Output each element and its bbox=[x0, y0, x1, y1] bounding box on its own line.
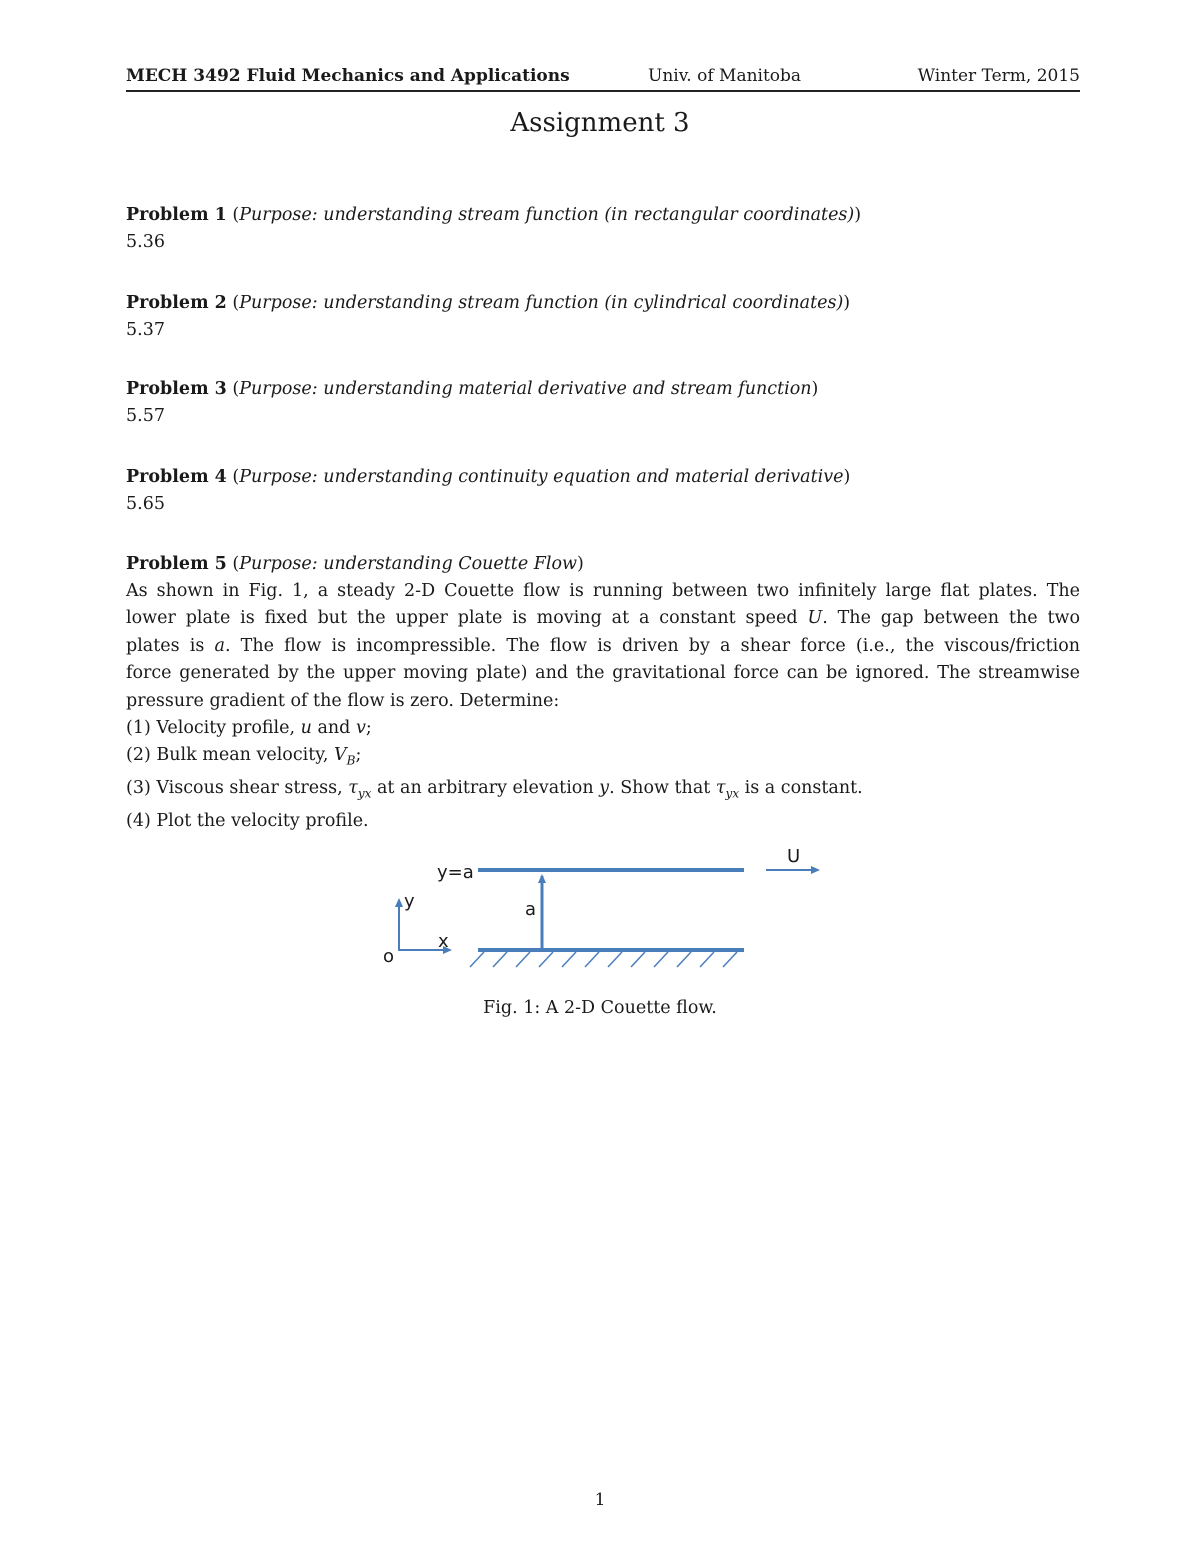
problem-label: Problem 5 bbox=[126, 554, 227, 574]
task-item-1: (1) Velocity profile, u and v; bbox=[126, 718, 372, 739]
paragraph-line: lower plate is fixed but the upper plate is moving at a constant speed U. The gap between the two bbox=[126, 608, 1080, 629]
problem-purpose: Purpose: understanding continuity equation and material derivative bbox=[239, 467, 844, 487]
problem-3: Problem 3 (Purpose: understanding material derivative and stream function) 5.57 bbox=[126, 376, 1080, 430]
problem-number: 5.37 bbox=[126, 320, 165, 340]
velocity-label: U bbox=[787, 846, 801, 867]
problem-purpose: Purpose: understanding Couette Flow bbox=[239, 554, 578, 574]
problem-4: Problem 4 (Purpose: understanding continuity equation and material derivative) 5.65 bbox=[126, 464, 1080, 518]
problem-number: 5.36 bbox=[126, 232, 165, 252]
upper-plate-label: y=a bbox=[437, 862, 474, 883]
page-title: Assignment 3 bbox=[510, 108, 690, 138]
gap-label: a bbox=[525, 899, 537, 920]
problem-number: 5.57 bbox=[126, 406, 165, 426]
course-title: MECH 3492 Fluid Mechanics and Applications bbox=[126, 66, 570, 86]
task-item-2: (2) Bulk mean velocity, $V_B$; bbox=[126, 745, 362, 768]
problem-1: Problem 1 (Purpose: understanding stream function (in rectangular coordinates)) 5.36 bbox=[126, 202, 1080, 256]
problem-number: 5.65 bbox=[126, 494, 165, 514]
task-item-3: (3) Viscous shear stress, $\tau_{yx}$ at an arbitrary elevation y. Show that $\tau_{yx}$ is a constant. bbox=[126, 778, 863, 801]
y-axis-label: y bbox=[404, 891, 415, 912]
origin-label: o bbox=[383, 946, 395, 967]
problem-5: Problem 5 (Purpose: understanding Couette Flow) bbox=[126, 554, 584, 574]
problem-label: Problem 1 bbox=[126, 205, 227, 225]
fixed-wall-hatching bbox=[470, 952, 737, 967]
term-label: Winter Term, 2015 bbox=[917, 66, 1080, 86]
problem-2: Problem 2 (Purpose: understanding stream function (in cylindrical coordinates)) 5.37 bbox=[126, 290, 1080, 344]
x-axis-label: x bbox=[438, 931, 449, 952]
page-number: 1 bbox=[594, 1490, 606, 1510]
paragraph-line: force generated by the upper moving plate) and the gravitational force can be ignored. The streamwise bbox=[126, 663, 1080, 684]
problem-label: Problem 3 bbox=[126, 379, 227, 399]
problem-purpose: Purpose: understanding stream function (in cylindrical coordinates) bbox=[239, 293, 844, 313]
university-name: Univ. of Manitoba bbox=[648, 66, 802, 86]
paragraph-line: pressure gradient of the flow is zero. Determine: bbox=[126, 690, 560, 711]
problem-purpose: Purpose: understanding stream function (in rectangular coordinates) bbox=[239, 205, 855, 225]
paragraph-line: plates is a. The flow is incompressible. The flow is driven by a shear force (i.e., the viscous/friction bbox=[126, 635, 1080, 656]
paragraph-line: As shown in Fig. 1, a steady 2-D Couette flow is running between two infinitely large flat plates. The bbox=[126, 581, 1080, 601]
figure-caption: Fig. 1: A 2-D Couette flow. bbox=[483, 998, 717, 1018]
problem-label: Problem 4 bbox=[126, 467, 227, 487]
problem-label: Problem 2 bbox=[126, 293, 227, 313]
task-item-4: (4) Plot the velocity profile. bbox=[126, 811, 369, 832]
problem-purpose: Purpose: understanding material derivative and stream function bbox=[239, 379, 812, 399]
